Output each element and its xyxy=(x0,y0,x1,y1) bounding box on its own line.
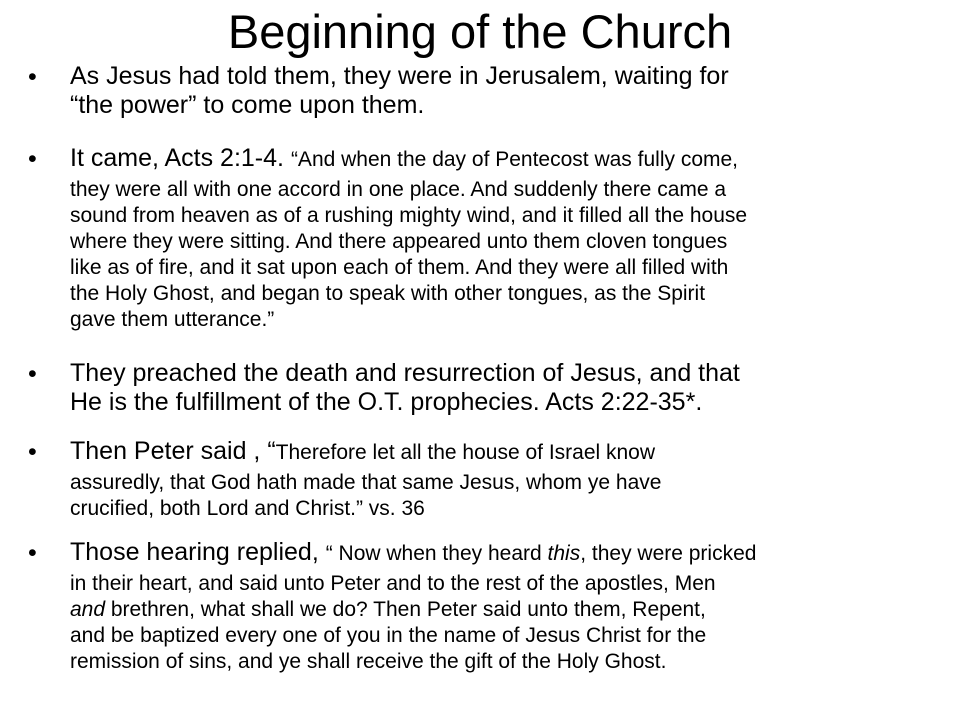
bullet-marker: • xyxy=(28,145,37,173)
scripture-line: and be baptized every one of you in the name of Jesus Christ for the xyxy=(70,624,707,647)
scripture-line: sound from heaven as of a rushing mighty wind, and it filled all the house xyxy=(70,204,748,227)
scripture-line: crucified, both Lord and Christ.” vs. 36 xyxy=(70,497,425,520)
bullet-text xyxy=(70,538,950,675)
scripture-line xyxy=(70,597,950,623)
bullet-lead: Then Peter said , “ xyxy=(70,437,276,465)
scripture-line: assuredly, that God hath made that same Jesus, whom ye have xyxy=(70,471,662,494)
bullet-marker: • xyxy=(28,438,37,466)
bullet-line: “the power” to come upon them. xyxy=(70,91,425,119)
bullet-line: He is the fulfillment of the O.T. prophecies. Acts 2:22-35*. xyxy=(70,388,703,416)
scripture-line: where they were sitting. And there appeared unto them cloven tongues xyxy=(70,230,728,253)
bullet-marker: • xyxy=(28,63,37,91)
bullet-line xyxy=(70,437,950,470)
bullet-text xyxy=(70,437,950,522)
scripture-quote: Therefore let all the house of Israel know xyxy=(275,441,656,464)
bullet-line: They preached the death and resurrection of Jesus, and that xyxy=(70,359,740,387)
bullet-lead: It came, Acts 2:1-4. xyxy=(70,144,291,172)
bullet-marker: • xyxy=(28,360,37,388)
scripture-quote: “ Now when they heard xyxy=(325,542,548,565)
bullet-text xyxy=(70,359,950,417)
scripture-quote: “And when the day of Pentecost was fully come, xyxy=(290,148,739,171)
bullet-text xyxy=(70,62,950,120)
bullet-line xyxy=(70,538,950,571)
bullet-marker: • xyxy=(28,539,37,567)
scripture-line: in their heart, and said unto Peter and to the rest of the apostles, Men xyxy=(70,572,716,595)
scripture-line: remission of sins, and ye shall receive the gift of the Holy Ghost. xyxy=(70,650,667,673)
slide-title: Beginning of the Church xyxy=(227,5,733,58)
scripture-line: like as of fire, and it sat upon each of them. And they were all filled with xyxy=(70,256,729,279)
bullet-line: As Jesus had told them, they were in Jerusalem, waiting for xyxy=(70,62,729,90)
scripture-emphasis: and xyxy=(70,598,106,621)
scripture-line: they were all with one accord in one place. And suddenly there came a xyxy=(70,178,727,201)
scripture-line: the Holy Ghost, and began to speak with other tongues, as the Spirit xyxy=(70,282,706,305)
scripture-quote: brethren, what shall we do? Then Peter said unto them, Repent, xyxy=(105,598,706,621)
bullet-text xyxy=(70,144,950,333)
bullet-line xyxy=(70,144,950,177)
scripture-emphasis: this xyxy=(547,542,581,565)
scripture-line: gave them utterance.” xyxy=(70,308,275,331)
bullet-lead: Those hearing replied, xyxy=(70,538,326,566)
scripture-quote: , they were pricked xyxy=(580,542,757,565)
